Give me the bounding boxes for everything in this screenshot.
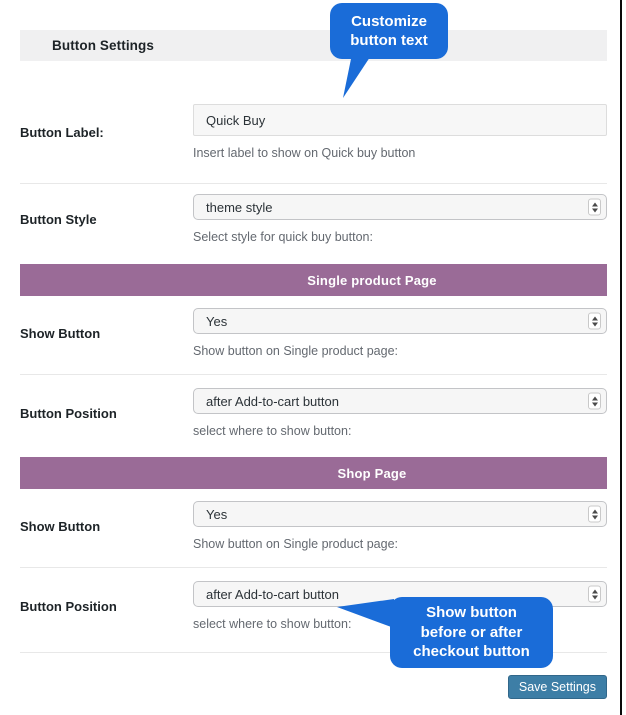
- section-banner-shop-page: [20, 457, 607, 489]
- field-row-button-style: [20, 184, 607, 264]
- callout-tail-bottom: [334, 596, 398, 632]
- shop-button-position-select-value: after Add-to-cart button: [206, 586, 339, 602]
- single-button-position-select-value: after Add-to-cart button: [206, 393, 339, 409]
- single-show-button-select-value: Yes: [206, 313, 228, 329]
- single-show-button-field: [193, 308, 607, 358]
- single-button-position-help-text: select where to show button:: [193, 424, 352, 438]
- single-show-button-select[interactable]: [193, 308, 607, 334]
- section-banner-title: Shop Page: [337, 465, 407, 481]
- single-button-position-select[interactable]: [193, 388, 607, 414]
- callout-tail-top: [336, 52, 382, 102]
- annotation-text: Customize button text: [350, 12, 428, 49]
- select-arrows-icon: [588, 586, 601, 603]
- button-style-field: [193, 194, 607, 244]
- shop-button-position-help-text: select where to show button:: [193, 617, 352, 631]
- button-style-select[interactable]: [193, 194, 607, 220]
- single-button-position-field: [193, 388, 607, 438]
- field-row-shop-show-button: [20, 489, 607, 568]
- annotation-callout-customize: [330, 3, 448, 59]
- annotation-callout-position: [390, 597, 553, 668]
- single-button-position-field-label: Button Position: [20, 405, 117, 421]
- shop-show-button-help-text: Show button on Single product page:: [193, 537, 399, 551]
- select-arrows-icon: [588, 506, 601, 523]
- button-label-help-text: Insert label to show on Quick buy button: [193, 146, 416, 160]
- button-label-field: [193, 104, 607, 160]
- section-banner-title: Single product Page: [307, 272, 437, 288]
- button-style-help-text: Select style for quick buy button:: [193, 230, 373, 244]
- shop-show-button-field-label: Show Button: [20, 518, 101, 534]
- single-show-button-field-label: Show Button: [20, 325, 101, 341]
- shop-button-position-field-label: Button Position: [20, 598, 117, 614]
- button-style-field-label: Button Style: [20, 211, 97, 227]
- button-label-input[interactable]: [193, 104, 607, 136]
- field-row-single-button-position: [20, 375, 607, 457]
- shop-show-button-select-value: Yes: [206, 506, 228, 522]
- save-settings-button[interactable]: Save Settings: [508, 675, 607, 699]
- page-title-bar: [20, 30, 607, 61]
- section-banner-single-product-page: [20, 264, 607, 296]
- select-arrows-icon: [588, 393, 601, 410]
- screenshot-right-border: [620, 0, 622, 715]
- field-row-single-show-button: [20, 296, 607, 375]
- button-label-field-label: Button Label:: [20, 124, 104, 140]
- select-arrows-icon: [588, 313, 601, 330]
- page-title: Button Settings: [52, 38, 154, 53]
- shop-show-button-field: [193, 501, 607, 551]
- shop-show-button-select[interactable]: [193, 501, 607, 527]
- single-show-button-help-text: Show button on Single product page:: [193, 344, 399, 358]
- select-arrows-icon: [588, 199, 601, 216]
- field-row-button-label: [20, 61, 607, 184]
- button-style-select-value: theme style: [206, 199, 273, 215]
- annotation-text: Show button before or after checkout button: [413, 604, 530, 661]
